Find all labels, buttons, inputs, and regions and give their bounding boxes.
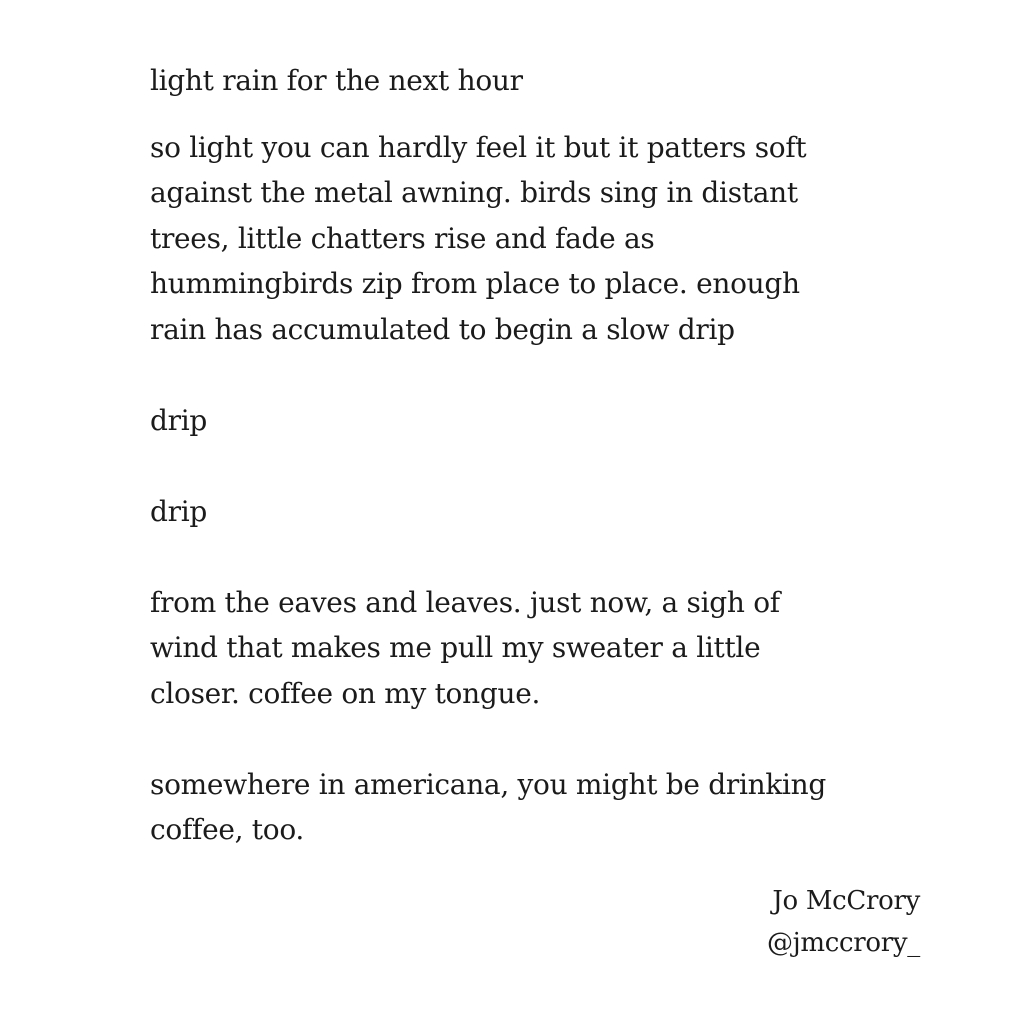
signature-block (767, 880, 920, 964)
poem-body (150, 58, 890, 853)
stanza-break (150, 534, 890, 580)
poem-line: somewhere in americana, you might be drinking (150, 767, 827, 801)
stanza-break (150, 716, 890, 762)
poem-line: rain has accumulated to begin a slow drip (150, 312, 735, 346)
poem-line: against the metal awning. birds sing in distant (150, 176, 798, 209)
poem-title: light rain for the next hour (150, 64, 523, 97)
author-handle: @jmccrory_ (766, 928, 920, 958)
poem-line: hummingbirds zip from place to place. enough (150, 267, 800, 300)
poem-line: wind that makes me pull my sweater a little (150, 631, 761, 664)
poem-line: trees, little chatters rise and fade as (150, 221, 655, 255)
poem-line: so light you can hardly feel it but it patters soft (150, 130, 807, 164)
stanza-break (150, 352, 890, 398)
poem-line: coffee, too. (150, 813, 304, 846)
poem-line: closer. coffee on my tongue. (150, 676, 541, 710)
poem-line-drip: drip (150, 494, 207, 528)
author-name: Jo McCrory (772, 886, 920, 916)
poem-line-drip: drip (150, 403, 207, 437)
stanza-break (150, 443, 890, 489)
poem-line: from the eaves and leaves. just now, a sigh of (150, 585, 780, 619)
